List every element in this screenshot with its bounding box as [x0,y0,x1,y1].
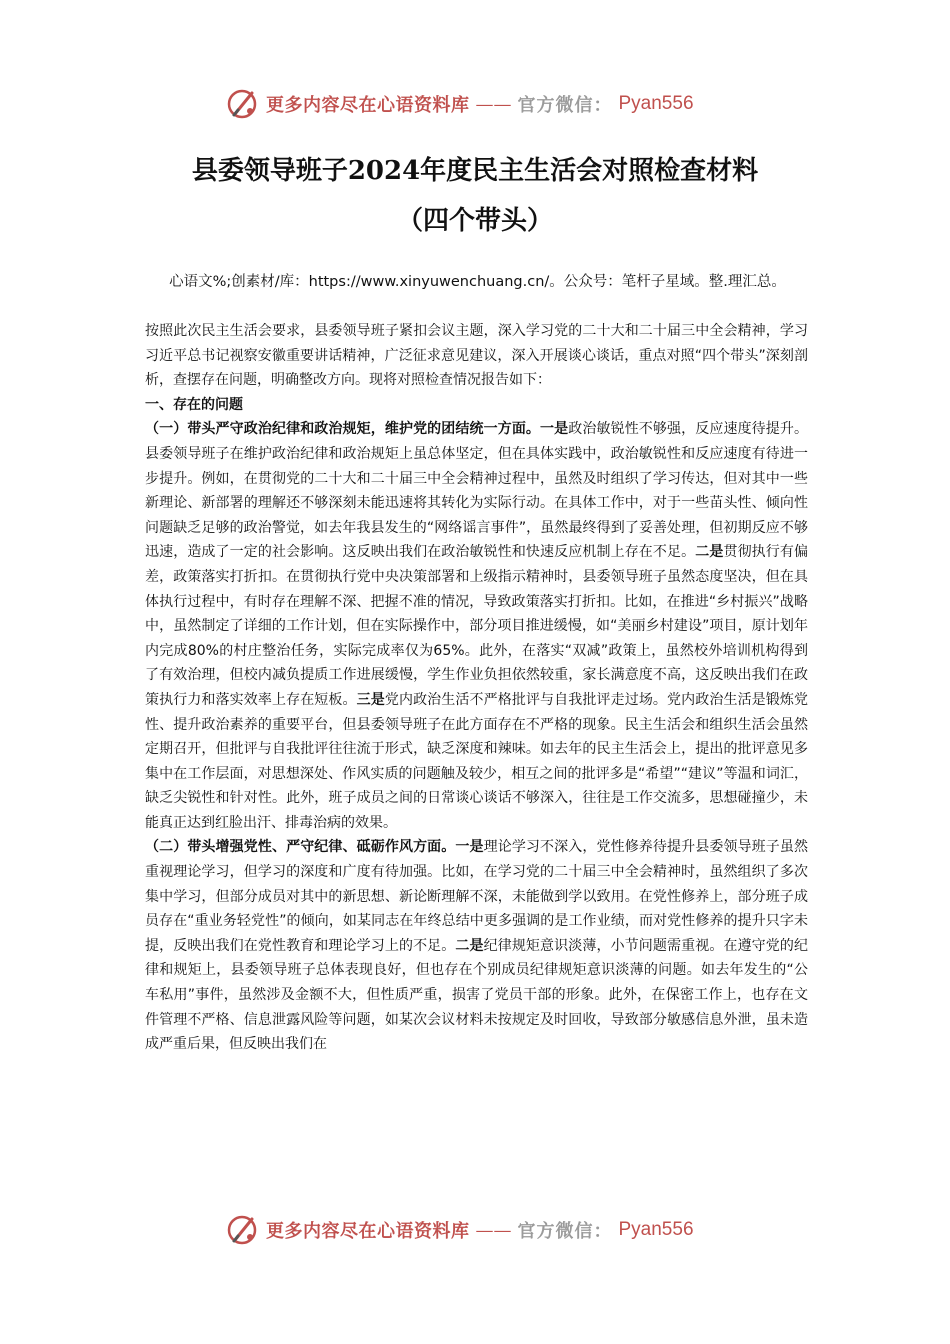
section-heading: 一、存在的问题 [145,396,243,413]
subsection-heading: （一）带头严守政治纪律和政治规矩，维护党的团结统一方面。 [145,421,541,438]
point-lead: 二是 [455,937,484,954]
banner-wechat-id: Pyan556 [618,1219,694,1240]
document-subtitle: （四个带头） [396,206,553,236]
point-text: 纪律规矩意识淡薄，小节问题需重视。在遵守党的纪律和规矩上，县委领导班子总体表现良好，但也存在个别成员纪律规矩意识淡薄的问题。如去年发生的“公车私用”事件，虽然涉及金额不大，但性质严重，损害了党员干部的形象。此外，在保密工作上，也存在文件管理不严格、信息泄露风险等问题，如某次会议材料未按规定及时回收，导致部分敏感信息外泄，虽未造成严重后果，但反映出我们在 [145,937,808,1053]
document-body [145,319,808,1057]
banner-dash: —— [475,93,512,115]
banner-official-text: 官方微信： [517,95,613,116]
point-lead: 二是 [695,544,724,561]
point-lead: 三是 [356,691,385,708]
document-title: 县委领导班子2024年度民主生活会对照检查材料 [191,156,759,186]
brush-logo-icon [226,87,260,121]
intro-paragraph: 按照此次民主生活会要求，县委领导班子紧扣会议主题，深入学习党的二十大和二十届三中全会精神，学习习近平总书记视察安徽重要讲话精神，广泛征求意见建议，深入开展谈心谈话，重点对照“四个带头”深刻剖析，查摆存在问题，明确整改方向。现将对照检查情况报告如下： [145,323,808,389]
banner-dash: —— [475,1219,512,1241]
point-lead: 一是 [455,839,484,856]
brush-logo-icon [226,1213,260,1247]
footer-banner [226,1210,726,1250]
point-text: 理论学习不深入，党性修养待提升县委领导班子虽然重视理论学习，但学习的深度和广度有待加强。比如，在学习党的二十届三中全会精神时，虽然组织了多次集中学习，但部分成员对其中的新思想、新论断理解不深，未能做到学以致用。在党性修养上，部分班子成员存在“重业务轻党性”的倾向，如某同志在年终总结中更多强调的是工作业绩，而对党性修养的提升只字未提，反映出我们在党性教育和理论学习上的不足。 [145,839,808,954]
banner-wechat-id: Pyan556 [618,93,694,114]
banner-site-text: 更多内容尽在心语资料库 [266,95,470,116]
subsection-1-paragraph [145,417,808,835]
point-text: 党内政治生活不严格批评与自我批评走过场。党内政治生活是锻炼党性、提升政治素养的重要平台，但县委领导班子在此方面存在不严格的现象。民主生活会和组织生活会虽然定期召开，但批评与自我批评往往流于形式，缺乏深度和辣味。如去年的民主生活会上，提出的批评意见多集中在工作层面，对思想深处、作风实质的问题触及较少，相互之间的批评多是“希望”“建议”等温和词汇，缺乏尖锐性和针对性。此外，班子成员之间的日常谈心谈话不够深入，往往是工作交流多，思想碰撞少，未能真正达到红脸出汗、排毒治病的效果。 [145,691,809,831]
header-banner [226,84,726,124]
point-lead: 一是 [540,421,569,438]
banner-official-text: 官方微信： [517,1221,613,1242]
banner-site-text: 更多内容尽在心语资料库 [266,1221,470,1242]
point-text: 贯彻执行有偏差，政策落实打折扣。在贯彻执行党中央决策部署和上级指示精神时，县委领导班子虽然态度坚决，但在具体执行过程中，有时存在理解不深、把握不准的情况，导致政策落实打折扣。比如，在推进“乡村振兴”战略中，虽然制定了详细的工作计划，但在实际操作中，部分项目推进缓慢，如“美丽乡村建设”项目，原计划年内完成80%的村庄整治任务，实际完成率仅为65%。此外，在落实“双减”政策上，虽然校外培训机构得到了有效治理，但校内减负提质工作进展缓慢，学生作业负担依然较重，家长满意度不高，这反映出我们在政策执行力和落实效率上存在短板。 [145,544,809,708]
point-text: 政治敏锐性不够强，反应速度待提升。县委领导班子在维护政治纪律和政治规矩上虽总体坚定，但在具体实践中，政治敏锐性和反应速度有待进一步提升。例如，在贯彻党的二十大和二十届三中全会精神过程中，虽然及时组织了学习传达，但对其中一些新理论、新部署的理解还不够深刻未能迅速将其转化为实际行动。在具体工作中，对于一些苗头性、倾向性问题缺乏足够的政治警觉，如去年我县发生的“网络谣言事件”，虽然最终得到了妥善处理，但初期反应不够迅速，造成了一定的社会影响。这反映出我们在政治敏锐性和快速反应机制上存在不足。 [145,421,809,561]
source-note: 心语文%;创素材/库：https://www.xinyuwenchuang.cn/。公众号：笔杆子星域。整.理汇总。 [169,274,786,290]
subsection-heading: （二）带头增强党性、严守纪律、砥砺作风方面。 [145,839,456,856]
subsection-2-paragraph [145,835,808,1056]
